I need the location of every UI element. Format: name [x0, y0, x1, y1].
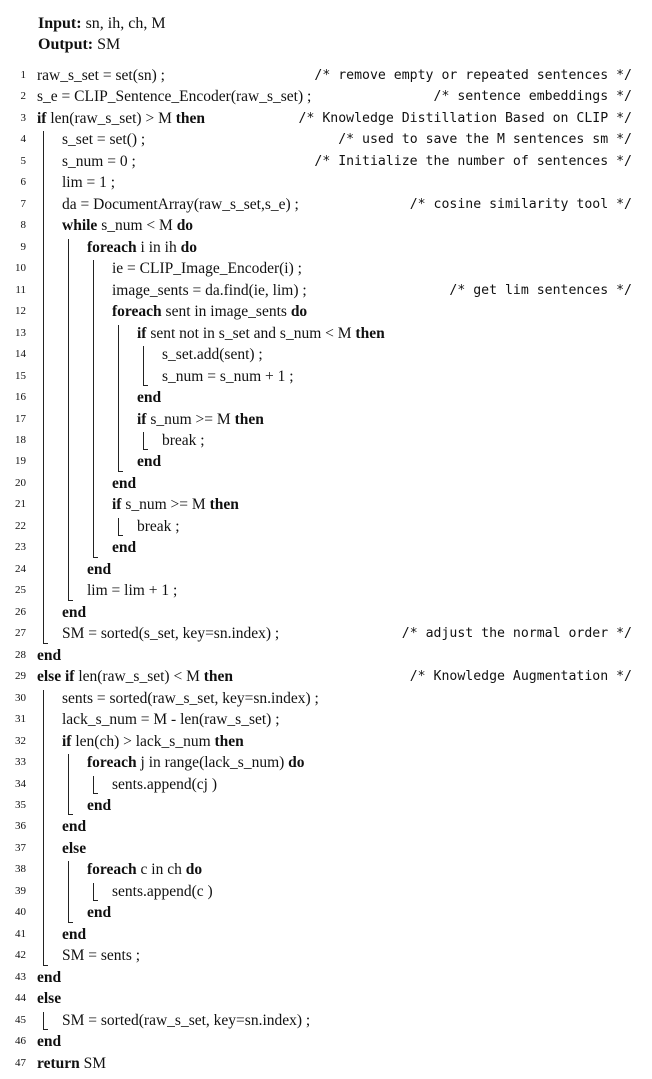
code-statement: image_sents = da.find(ie, lim) ;: [112, 281, 307, 299]
algorithm-line: [0, 881, 652, 902]
algorithm-line: [0, 151, 652, 172]
code-statement: end: [62, 818, 87, 836]
algorithm-line: [0, 1010, 652, 1031]
line-number: 11: [15, 283, 26, 296]
block-bar-end: [93, 900, 98, 901]
algorithm-line: [0, 494, 652, 515]
code-statement: SM = sorted(s_set, key=sn.index) ;: [62, 625, 280, 643]
algorithm-line: [0, 709, 652, 730]
algorithm-line: [0, 516, 652, 537]
code-comment: /* adjust the normal order */: [401, 626, 632, 642]
line-number: 3: [20, 111, 26, 124]
line-number: 8: [20, 219, 26, 232]
algorithm-line: [0, 323, 652, 344]
algorithm-line: [0, 451, 652, 472]
block-bar: [68, 861, 69, 921]
line-number: 30: [15, 691, 26, 704]
code-statement: end: [137, 453, 162, 471]
code-comment: /* cosine similarity tool */: [409, 196, 632, 212]
block-bar-end: [43, 1029, 48, 1030]
algorithm-line: [0, 816, 652, 837]
code-statement: if s_num >= M then: [137, 410, 264, 428]
block-bar-end: [68, 814, 73, 815]
block-bar: [68, 754, 69, 814]
code-statement: foreach i in ih do: [87, 238, 197, 256]
line-number: 26: [15, 605, 26, 618]
code-statement: end: [112, 539, 137, 557]
line-number: 10: [15, 262, 26, 275]
block-bar-end: [143, 449, 148, 450]
line-number: 41: [15, 927, 26, 940]
code-statement: s_set = set() ;: [62, 131, 146, 149]
code-statement: s_num = s_num + 1 ;: [162, 367, 294, 385]
code-comment: /* Knowledge Augmentation */: [409, 669, 632, 685]
block-bar-end: [68, 600, 73, 601]
block-bar: [93, 260, 94, 557]
algorithm-line: [0, 1053, 652, 1074]
code-statement: foreach j in range(lack_s_num) do: [87, 754, 305, 772]
line-number: 13: [15, 326, 26, 339]
line-number: 33: [15, 756, 26, 769]
line-number: 31: [15, 713, 26, 726]
line-number: 34: [15, 777, 26, 790]
block-bar-end: [68, 922, 73, 923]
block-bar: [143, 432, 144, 449]
block-bar: [68, 239, 69, 600]
code-statement: da = DocumentArray(raw_s_set,s_e) ;: [62, 195, 299, 213]
code-statement: else if len(raw_s_set) < M then: [37, 668, 234, 686]
code-statement: s_set.add(sent) ;: [162, 346, 263, 364]
code-statement: foreach c in ch do: [87, 861, 203, 879]
code-statement: s_num = 0 ;: [62, 152, 136, 170]
line-number: 43: [15, 970, 26, 983]
line-number: 35: [15, 798, 26, 811]
algorithm-line: [0, 774, 652, 795]
code-statement: end: [87, 560, 112, 578]
code-statement: end: [87, 796, 112, 814]
algorithm-line: [0, 215, 652, 236]
block-bar: [43, 131, 44, 642]
code-statement: sents.append(cj ): [112, 775, 218, 793]
output-value: SM: [97, 36, 121, 53]
algorithm-line: [0, 752, 652, 773]
output-label: Output:: [38, 36, 94, 53]
code-statement: end: [87, 904, 112, 922]
code-comment: /* Initialize the number of sentences */: [314, 153, 632, 169]
code-statement: else: [62, 839, 87, 857]
algorithm-line: [0, 580, 652, 601]
line-number: 9: [20, 240, 26, 253]
code-statement: end: [62, 925, 87, 943]
line-number: 16: [15, 391, 26, 404]
block-bar-end: [93, 793, 98, 794]
line-number: 28: [15, 648, 26, 661]
algorithm-line: [0, 795, 652, 816]
line-number: 20: [15, 476, 26, 489]
input-label: Input:: [38, 15, 82, 32]
block-bar: [43, 690, 44, 965]
algorithm-line: [0, 666, 652, 687]
code-statement: lim = 1 ;: [62, 174, 116, 192]
code-statement: foreach sent in image_sents do: [112, 303, 308, 321]
line-number: 5: [20, 154, 26, 167]
algorithm-line: [0, 129, 652, 150]
line-number: 25: [15, 584, 26, 597]
code-statement: lack_s_num = M - len(raw_s_set) ;: [62, 711, 280, 729]
algorithm-line: [0, 172, 652, 193]
code-statement: lim = lim + 1 ;: [87, 582, 178, 600]
algorithm-line: [0, 859, 652, 880]
code-statement: ie = CLIP_Image_Encoder(i) ;: [112, 260, 302, 278]
line-number: 27: [15, 627, 26, 640]
algorithm-line: [0, 473, 652, 494]
code-comment: /* get lim sentences */: [449, 282, 632, 298]
block-bar: [43, 1012, 44, 1029]
algorithm-line: [0, 108, 652, 129]
input-value: sn, ih, ch, M: [85, 15, 166, 32]
algorithm-line: [0, 344, 652, 365]
code-comment: /* Knowledge Distillation Based on CLIP */: [298, 110, 632, 126]
line-number: 22: [15, 519, 26, 532]
code-statement: break ;: [137, 517, 180, 535]
block-bar-end: [118, 471, 123, 472]
algorithm-line: [0, 409, 652, 430]
line-number: 24: [15, 562, 26, 575]
algorithm-line: [0, 924, 652, 945]
algorithm-line: [0, 988, 652, 1009]
code-statement: end: [37, 646, 62, 664]
code-statement: if len(raw_s_set) > M then: [37, 109, 206, 127]
code-statement: if s_num >= M then: [112, 496, 239, 514]
code-statement: end: [37, 1033, 62, 1051]
algorithm-output: [38, 35, 120, 55]
code-statement: if len(ch) > lack_s_num then: [62, 732, 244, 750]
line-number: 46: [15, 1035, 26, 1048]
code-comment: /* sentence embeddings */: [433, 89, 632, 105]
code-statement: end: [137, 389, 162, 407]
code-statement: else: [37, 990, 62, 1008]
block-bar: [143, 346, 144, 385]
block-bar: [93, 776, 94, 793]
line-number: 4: [20, 133, 26, 146]
line-number: 40: [15, 906, 26, 919]
algorithm-line: [0, 301, 652, 322]
algorithm-line: [0, 945, 652, 966]
algorithm-line: [0, 688, 652, 709]
block-bar: [118, 518, 119, 535]
line-number: 6: [20, 176, 26, 189]
code-statement: sents.append(c ): [112, 882, 213, 900]
line-number: 32: [15, 734, 26, 747]
block-bar-end: [143, 385, 148, 386]
block-bar: [118, 325, 119, 471]
block-bar: [93, 883, 94, 900]
algorithm-line: [0, 430, 652, 451]
code-statement: break ;: [162, 431, 205, 449]
code-statement: end: [62, 603, 87, 621]
code-statement: SM = sents ;: [62, 947, 141, 965]
algorithm-line: [0, 602, 652, 623]
algorithm-line: [0, 731, 652, 752]
code-statement: s_e = CLIP_Sentence_Encoder(raw_s_set) ;: [37, 88, 312, 106]
algorithm-input: [38, 14, 166, 34]
code-comment: /* used to save the M sentences sm */: [338, 132, 632, 148]
algorithm-line: [0, 65, 652, 86]
line-number: 45: [15, 1013, 26, 1026]
block-bar-end: [43, 965, 48, 966]
code-statement: while s_num < M do: [62, 217, 194, 235]
code-statement: SM = sorted(raw_s_set, key=sn.index) ;: [62, 1011, 311, 1029]
algorithm-line: [0, 387, 652, 408]
algorithm-line: [0, 366, 652, 387]
algorithm-line: [0, 623, 652, 644]
block-bar-end: [43, 643, 48, 644]
code-statement: end: [37, 968, 62, 986]
line-number: 15: [15, 369, 26, 382]
algorithm-line: [0, 194, 652, 215]
code-statement: end: [112, 474, 137, 492]
block-bar-end: [118, 535, 123, 536]
line-number: 36: [15, 820, 26, 833]
line-number: 18: [15, 433, 26, 446]
line-number: 38: [15, 863, 26, 876]
algorithm-line: [0, 967, 652, 988]
algorithm-line: [0, 86, 652, 107]
algorithm-line: [0, 280, 652, 301]
block-bar-end: [93, 557, 98, 558]
line-number: 21: [15, 498, 26, 511]
line-number: 47: [15, 1056, 26, 1069]
algorithm-line: [0, 1031, 652, 1052]
line-number: 2: [20, 90, 26, 103]
code-statement: return SM: [37, 1054, 107, 1072]
line-number: 29: [15, 670, 26, 683]
algorithm-line: [0, 902, 652, 923]
algorithm-line: [0, 559, 652, 580]
code-statement: sents = sorted(raw_s_set, key=sn.index) ;: [62, 689, 319, 707]
algorithm-line: [0, 838, 652, 859]
line-number: 7: [20, 197, 26, 210]
algorithm-line: [0, 258, 652, 279]
algorithm-line: [0, 237, 652, 258]
line-number: 14: [15, 348, 26, 361]
line-number: 23: [15, 541, 26, 554]
algorithm-line: [0, 645, 652, 666]
line-number: 39: [15, 884, 26, 897]
line-number: 37: [15, 841, 26, 854]
line-number: 17: [15, 412, 26, 425]
line-number: 19: [15, 455, 26, 468]
line-number: 1: [20, 69, 26, 81]
code-statement: raw_s_set = set(sn) ;: [37, 67, 165, 84]
code-statement: if sent not in s_set and s_num < M then: [137, 324, 385, 342]
algorithm-line: [0, 537, 652, 558]
line-number: 42: [15, 949, 26, 962]
line-number: 12: [15, 305, 26, 318]
code-comment: /* remove empty or repeated sentences */: [314, 68, 632, 83]
line-number: 44: [15, 992, 26, 1005]
